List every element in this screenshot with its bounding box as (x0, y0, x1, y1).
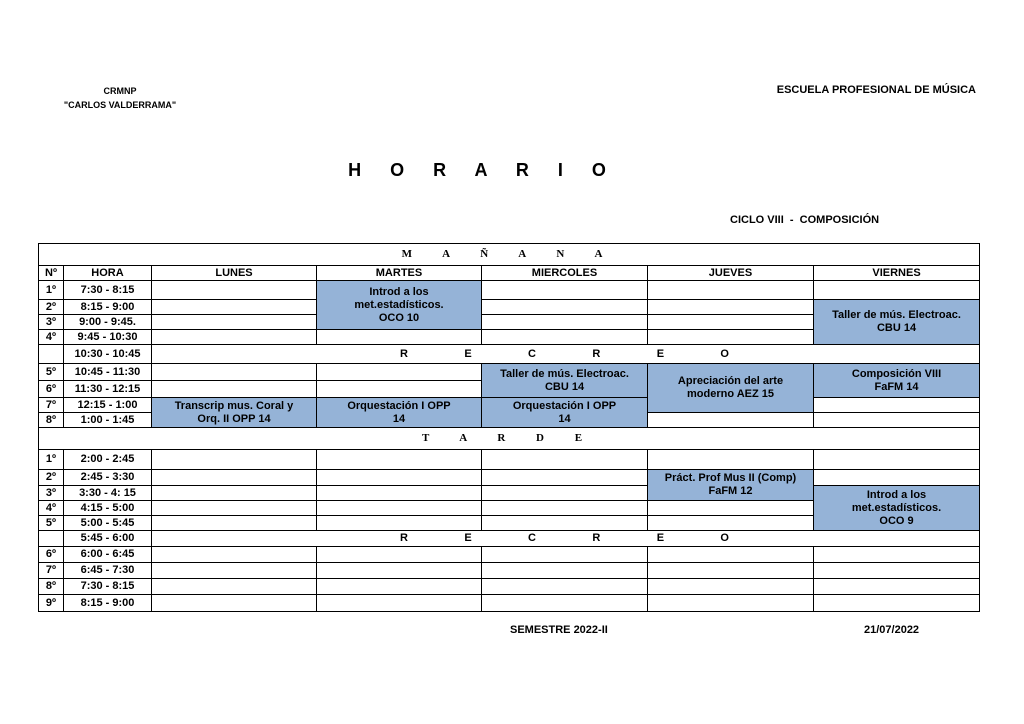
empty-cell (814, 595, 980, 612)
empty-cell (814, 470, 980, 486)
recreo-band (152, 531, 980, 547)
row-hora: 9:00 - 9:45. (64, 315, 152, 330)
table-row (39, 300, 980, 315)
recreo-letter: E (464, 347, 472, 360)
course-line: CBU 14 (876, 322, 917, 334)
col-header-martes: MARTES (317, 266, 482, 281)
empty-cell (482, 315, 648, 330)
row-hora: 7:30 - 8:15 (64, 281, 152, 300)
org-line-1: CRMNP (103, 86, 137, 96)
course-line: Taller de mús. Electroac. (500, 367, 629, 380)
course-line: Práct. Prof Mus II (Comp) (664, 472, 797, 484)
org-line-2: "CARLOS VALDERRAMA" (63, 100, 177, 110)
row-num (39, 345, 64, 364)
row-num: 4º (39, 501, 64, 516)
empty-cell (648, 330, 814, 345)
empty-cell (152, 330, 317, 345)
recreo-letter: E (464, 532, 472, 544)
empty-cell (814, 281, 980, 300)
table-row (39, 547, 980, 563)
table-row (39, 595, 980, 612)
row-num: 6º (39, 381, 64, 398)
row-hora: 2:00 - 2:45 (64, 450, 152, 470)
recreo-letter: R (592, 532, 601, 544)
empty-cell (152, 364, 317, 381)
empty-cell (648, 315, 814, 330)
row-hora: 10:45 - 11:30 (64, 364, 152, 381)
course-viernes-composicion (814, 364, 980, 398)
empty-cell (152, 315, 317, 330)
cycle-label: CICLO VIII - COMPOSICIÓN (730, 214, 880, 226)
course-miercoles-taller-electroacustica (482, 364, 648, 398)
table-row (39, 398, 980, 413)
course-viernes-metodos-estadisticos (814, 486, 980, 531)
course-martes-orquestacion (317, 398, 482, 428)
organization-name (40, 84, 200, 112)
empty-cell (648, 563, 814, 579)
empty-cell (814, 450, 980, 470)
table-row (39, 563, 980, 579)
recreo-letter: C (528, 347, 536, 360)
morning-band: M A Ñ A N A (39, 244, 980, 266)
row-hora: 7:30 - 8:15 (64, 579, 152, 595)
empty-cell (317, 501, 482, 516)
course-line: FaFM 12 (708, 485, 753, 497)
row-num (39, 531, 64, 547)
row-hora: 12:15 - 1:00 (64, 398, 152, 413)
row-num: 3º (39, 315, 64, 330)
course-line: moderno AEZ 15 (687, 388, 774, 400)
row-hora: 4:15 - 5:00 (64, 501, 152, 516)
empty-cell (482, 595, 648, 612)
table-row (39, 579, 980, 595)
row-num: 2º (39, 470, 64, 486)
col-header-jueves: JUEVES (648, 266, 814, 281)
row-num: 5º (39, 364, 64, 381)
recreo-band (152, 345, 980, 364)
course-line: Composición VIII (851, 367, 942, 380)
row-num: 1º (39, 281, 64, 300)
empty-cell (482, 470, 648, 486)
empty-cell (317, 450, 482, 470)
row-num: 7º (39, 398, 64, 413)
empty-cell (152, 547, 317, 563)
course-lunes-transcripcion (152, 398, 317, 428)
row-hora: 9:45 - 10:30 (64, 330, 152, 345)
recreo-letter: O (720, 347, 729, 360)
empty-cell (317, 516, 482, 531)
row-hora: 3:30 - 4: 15 (64, 486, 152, 501)
empty-cell (152, 563, 317, 579)
recreo-letter: R (400, 347, 408, 360)
empty-cell (152, 516, 317, 531)
course-miercoles-orquestacion (482, 398, 648, 428)
course-line: 14 (392, 412, 406, 425)
empty-cell (482, 547, 648, 563)
course-line: OCO 9 (879, 514, 914, 527)
row-num: 9º (39, 595, 64, 612)
row-hora: 8:15 - 9:00 (64, 300, 152, 315)
empty-cell (648, 501, 814, 516)
empty-cell (317, 364, 482, 381)
col-header-viernes: VIERNES (814, 266, 980, 281)
empty-cell (317, 330, 482, 345)
course-line: Transcrip mus. Coral y (174, 399, 294, 412)
course-line: Taller de mús. Electroac. (832, 309, 961, 321)
row-hora: 11:30 - 12:15 (64, 381, 152, 398)
empty-cell (648, 300, 814, 315)
table-row (39, 281, 980, 300)
recreo-letter: E (656, 532, 665, 544)
empty-cell (317, 486, 482, 501)
row-num: 1º (39, 450, 64, 470)
row-hora: 6:45 - 7:30 (64, 563, 152, 579)
course-line: Orquestación I OPP (512, 399, 617, 412)
afternoon-band: T A R D E (39, 428, 980, 450)
empty-cell (814, 413, 980, 428)
course-line: OCO 10 (378, 311, 420, 324)
empty-cell (482, 300, 648, 315)
date-label: 21/07/2022 (864, 624, 920, 636)
course-line: 14 (558, 412, 571, 425)
empty-cell (317, 579, 482, 595)
empty-cell (152, 470, 317, 486)
row-hora: 1:00 - 1:45 (64, 413, 152, 428)
course-line: met.estadísticos. (851, 501, 942, 514)
col-header-hora: HORA (64, 266, 152, 281)
empty-cell (648, 547, 814, 563)
row-num: 8º (39, 413, 64, 428)
empty-cell (152, 579, 317, 595)
empty-cell (152, 300, 317, 315)
empty-cell (152, 281, 317, 300)
empty-cell (482, 486, 648, 501)
empty-cell (814, 563, 980, 579)
course-jueves-apreciacion-arte (648, 364, 814, 413)
empty-cell (814, 579, 980, 595)
row-num: 6º (39, 547, 64, 563)
empty-cell (648, 413, 814, 428)
row-num: 8º (39, 579, 64, 595)
empty-cell (482, 330, 648, 345)
row-hora: 2:45 - 3:30 (64, 470, 152, 486)
empty-cell (648, 595, 814, 612)
empty-cell (317, 470, 482, 486)
empty-cell (152, 486, 317, 501)
empty-cell (317, 563, 482, 579)
semester-label: SEMESTRE 2022-II (510, 624, 608, 636)
empty-cell (814, 547, 980, 563)
table-row (39, 364, 980, 381)
course-viernes-taller-electroacustica (814, 300, 980, 345)
table-row (39, 470, 980, 486)
school-name: ESCUELA PROFESIONAL DE MÚSICA (776, 84, 976, 96)
empty-cell (317, 381, 482, 398)
empty-cell (648, 579, 814, 595)
empty-cell (152, 501, 317, 516)
recreo-letter: R (400, 532, 408, 544)
row-hora: 5:00 - 5:45 (64, 516, 152, 531)
empty-cell (152, 450, 317, 470)
recreo-letter: C (528, 532, 536, 544)
row-hora: 6:00 - 6:45 (64, 547, 152, 563)
row-num: 2º (39, 300, 64, 315)
empty-cell (648, 516, 814, 531)
header-row (39, 266, 980, 281)
empty-cell (814, 398, 980, 413)
recreo-row (39, 531, 980, 547)
empty-cell (482, 281, 648, 300)
recreo-letter: E (656, 347, 665, 360)
course-line: Introd a los (866, 488, 927, 501)
empty-cell (152, 381, 317, 398)
course-line: Orquestación I OPP (347, 399, 451, 412)
course-line: Orq. II OPP 14 (197, 412, 271, 425)
row-hora: 10:30 - 10:45 (64, 345, 152, 364)
empty-cell (648, 281, 814, 300)
empty-cell (317, 547, 482, 563)
course-jueves-practica-profesional (648, 470, 814, 501)
recreo-letter: O (720, 532, 729, 544)
empty-cell (482, 516, 648, 531)
course-line: CBU 14 (544, 380, 585, 393)
course-martes-metodos-estadisticos (317, 281, 482, 330)
course-line: FaFM 14 (874, 380, 919, 393)
row-hora: 5:45 - 6:00 (64, 531, 152, 547)
course-line: Apreciación del arte (677, 375, 784, 387)
col-header-miercoles: MIERCOLES (482, 266, 648, 281)
col-header-num: Nº (39, 266, 64, 281)
empty-cell (482, 501, 648, 516)
empty-cell (648, 450, 814, 470)
row-num: 7º (39, 563, 64, 579)
recreo-letter: R (592, 347, 601, 360)
empty-cell (482, 450, 648, 470)
course-line: Introd a los (369, 285, 429, 298)
table-row (39, 486, 980, 501)
table-row (39, 450, 980, 470)
empty-cell (152, 595, 317, 612)
col-header-lunes: LUNES (152, 266, 317, 281)
row-num: 4º (39, 330, 64, 345)
row-num: 3º (39, 486, 64, 501)
empty-cell (482, 563, 648, 579)
recreo-row (39, 345, 980, 364)
empty-cell (317, 595, 482, 612)
row-hora: 8:15 - 9:00 (64, 595, 152, 612)
page-title: H O R A R I O (348, 160, 618, 180)
empty-cell (482, 579, 648, 595)
course-line: met.estadísticos. (354, 298, 444, 311)
schedule-table (38, 243, 980, 612)
row-num: 5º (39, 516, 64, 531)
